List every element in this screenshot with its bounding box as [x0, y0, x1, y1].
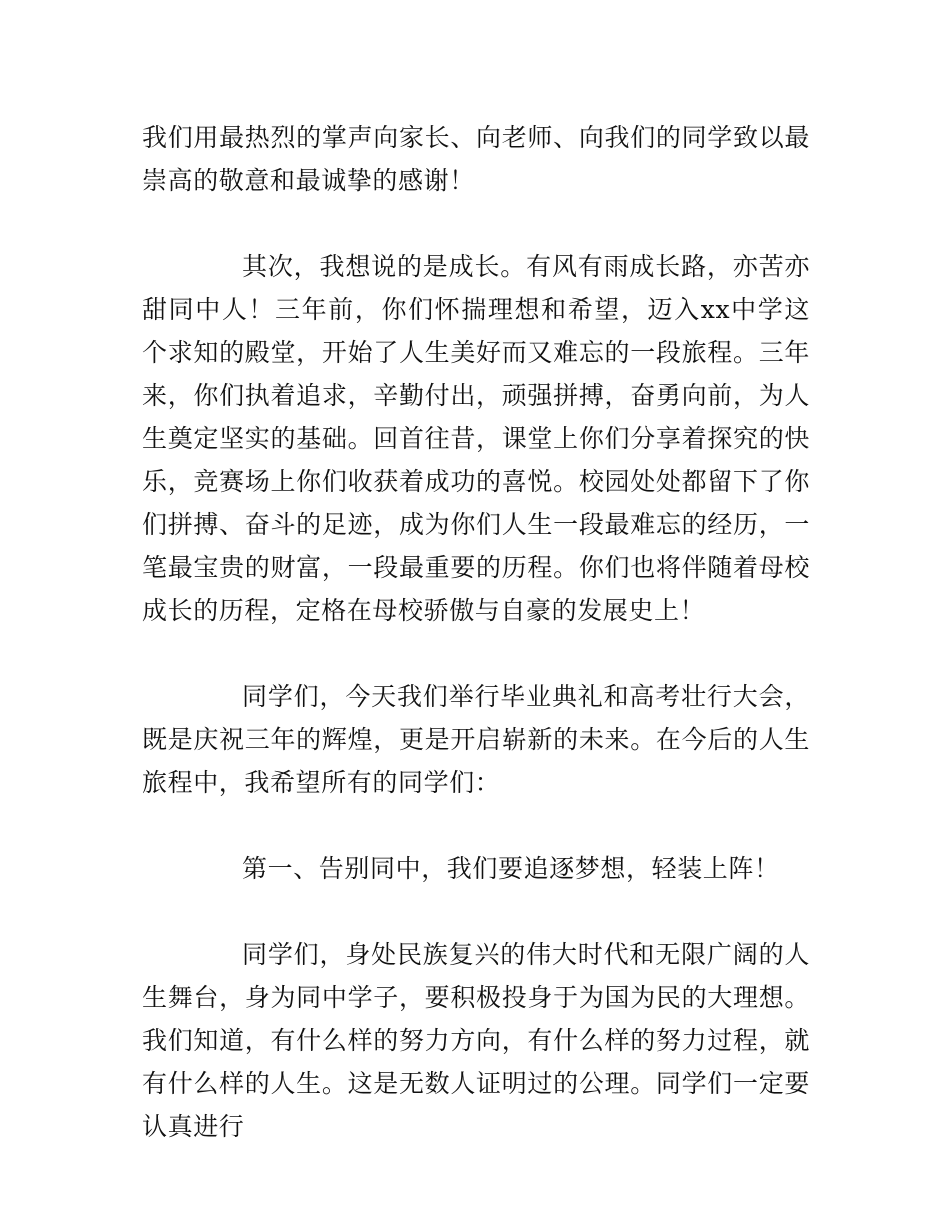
- paragraph-first-point: 第一、告别同中，我们要追逐梦想，轻装上阵！: [242, 854, 780, 883]
- paragraph-growth: 其次，我想说的是成长。有风有雨成长路，亦苦亦甜同中人！三年前，你们怀揣理想和希望，迈入xx中学这个求知的殿堂，开始了人生美好而又难忘的一段旅程。三年来，你们执着追求，辛勤付出，顽强拼搏，奋勇向前，为人生奠定坚实的基础。回首往昔，课堂上你们分享着探究的快乐，竞赛场上你们收获着成功的喜悦。校园处处都留下了你们拼搏、奋斗的足迹，成为你们人生一段最难忘的经历，一笔最宝贵的财富，一段最重要的历程。你们也将伴随着母校成长的历程，定格在母校骄傲与自豪的发展史上！: [142, 252, 810, 625]
- paragraph-thanks: 我们用最热烈的掌声向家长、向老师、向我们的同学致以最崇高的敬意和最诚挚的感谢！: [142, 123, 810, 195]
- document-body: [142, 116, 810, 1148]
- paragraph-ceremony: 同学们，今天我们举行毕业典礼和高考壮行大会，既是庆祝三年的辉煌，更是开启崭新的未来。在今后的人生旅程中，我希望所有的同学们：: [142, 682, 810, 797]
- paragraph-dreams: 同学们，身处民族复兴的伟大时代和无限广阔的人生舞台，身为同中学子，要积极投身于为国为民的大理想。我们知道，有什么样的努力方向，有什么样的努力过程，就有什么样的人生。这是无数人证明过的公理。同学们一定要认真进行: [142, 940, 810, 1141]
